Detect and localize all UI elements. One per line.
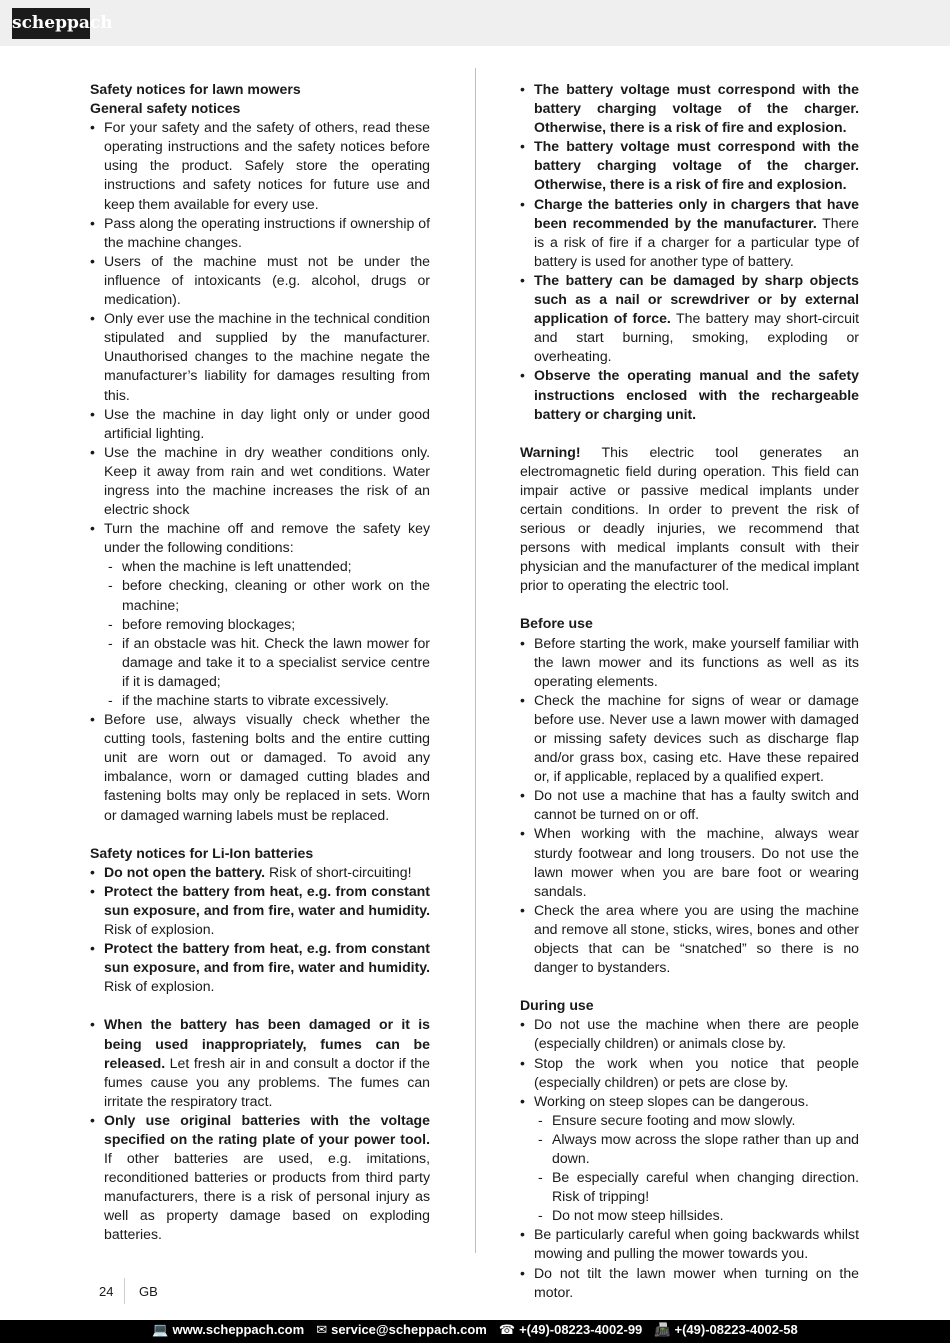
list-item <box>520 137 859 194</box>
list-item: • Before starting the work, make yourself familiar with the lawn mower and its functions as well as its operating elements. <box>520 634 859 691</box>
list-item-text: Turn the machine off and remove the safety key under the following conditions: <box>104 520 430 556</box>
fax-item[interactable] <box>654 1320 797 1343</box>
before-use-list <box>520 634 859 978</box>
sub-list-item: - Do not mow steep hillsides. <box>534 1206 859 1225</box>
bold-text: The battery can be damaged by sharp objects such as a nail or screwdriver or by external application of force. <box>534 271 859 327</box>
brand-logo: scheppach <box>12 8 90 39</box>
general-safety-list <box>90 118 430 824</box>
plain-text: Risk of explosion. <box>104 978 215 995</box>
section-title: Safety notices for lawn mowers <box>90 81 301 97</box>
website-item[interactable] <box>152 1320 304 1343</box>
list-item: • Pass along the operating instructions if ownership of the machine changes. <box>90 214 430 252</box>
list-item <box>520 80 859 137</box>
bold-text: When the battery has been damaged or it is being used inappropriately, fumes can be released. <box>104 1016 430 1071</box>
list-item: • Do not use the machine when there are people (especially children) or animals close by. <box>520 1015 859 1053</box>
conditions-list <box>104 557 430 710</box>
sub-list-item: - Ensure secure footing and mow slowly. <box>534 1111 859 1130</box>
subsection-title: General safety notices <box>90 100 241 117</box>
sub-list-item: - Be especially careful when changing direction. Risk of tripping! <box>534 1168 859 1206</box>
bold-text: The battery voltage must correspond with the battery charging voltage of the charger. Otherwise, there is a risk of fire and explosion. <box>534 81 859 136</box>
bold-text: Protect the battery from heat, e.g. from constant sun exposure, and from fire, water and humidity. <box>104 882 430 918</box>
list-item <box>90 1015 430 1110</box>
list-item-text: Working on steep slopes can be dangerous. <box>534 1092 809 1109</box>
warning-paragraph <box>520 443 859 596</box>
li-ion-list <box>90 863 430 997</box>
during-use-title: During use <box>520 997 594 1014</box>
slopes-list <box>534 1111 859 1226</box>
list-item: • Use the machine in day light only or under good artificial lighting. <box>90 405 430 443</box>
right-column <box>520 80 859 1302</box>
sub-list-item: - before removing blockages; <box>104 615 430 634</box>
left-column <box>90 80 430 1245</box>
plain-text: The battery may short-circuit and start burning, smoking, exploding or overheating. <box>534 310 859 365</box>
page-number: 24 <box>99 1284 114 1299</box>
header-bar <box>0 0 950 46</box>
list-item <box>90 863 430 882</box>
list-item: • Before use, always visually check whether the cutting tools, fastening bolts and the entire cutting unit are worn out or damaged. To avoid any imbalance, worn or damaged cutting blades and fastening bolts may only be replaced in sets. Worn or damaged warning labels must be replaced. <box>90 710 430 825</box>
sub-list-item: - if an obstacle was hit. Check the lawn mower for damage and take it to a specialist service centre if it is damaged; <box>104 634 430 691</box>
fax-text: +(49)-08223-4002-58 <box>674 1322 798 1337</box>
during-use-list <box>520 1015 859 1301</box>
bold-text: Charge the batteries only in chargers that have been recommended by the manufacturer. <box>534 195 859 231</box>
list-item <box>520 271 859 366</box>
computer-icon: 💻 <box>152 1322 169 1337</box>
list-item <box>90 1111 430 1245</box>
phone-icon: ☎ <box>498 1322 516 1337</box>
bold-text: Only use original batteries with the voltage specified on the rating plate of your power tool. <box>104 1111 430 1147</box>
bold-text: The battery voltage must correspond with the battery charging voltage of the charger. Otherwise, there is a risk of fire and explosion. <box>534 138 859 193</box>
phone-text: +(49)-08223-4002-99 <box>519 1322 643 1337</box>
list-item: • For your safety and the safety of others, read these operating instructions and the safety notices before using the product. Safely store the operating instructions and safety notices for future use and keep them available for every use. <box>90 118 430 213</box>
list-item: • Check the machine for signs of wear or damage before use. Never use a lawn mower with damaged or missing safety devices such as discharge flap and/or grass box, casing etc. Have these repaired or, if applicable, replaced by a qualified expert. <box>520 691 859 786</box>
sub-list-item: - Always mow across the slope rather than up and down. <box>534 1130 859 1168</box>
plain-text: Risk of short-circuiting! <box>265 863 412 880</box>
plain-text: There is a risk of fire if a charger for a particular type of battery is used for another type of battery. <box>534 214 859 269</box>
plain-text: If other batteries are used, e.g. imitations, reconditioned batteries or products from third party manufacturers, there is a risk of personal injury as well as property damage based on exploding batteries. <box>104 1150 430 1243</box>
fax-icon: 📠 <box>654 1322 671 1337</box>
bold-text: Do not open the battery. <box>104 863 266 880</box>
bold-text: Protect the battery from heat, e.g. from constant sun exposure, and from fire, water and humidity. <box>104 940 430 976</box>
phone-item[interactable] <box>499 1320 642 1343</box>
before-use-title: Before use <box>520 615 593 632</box>
warning-text: This electric tool generates an electromagnetic field during operation. This field can impair active or passive medical implants under certain conditions. In order to prevent the risk of serious or deadly injuries, we recommend that persons with medical implants consult with their physician and the manufacturer of the medical implant prior to operating the electric tool. <box>520 443 859 594</box>
bold-text: Observe the operating manual and the safety instructions enclosed with the rechargeable battery or charging unit. <box>534 367 859 422</box>
list-item <box>520 195 859 271</box>
list-item <box>90 939 430 996</box>
list-item: • Check the area where you are using the machine and remove all stone, sticks, wires, bones and other objects that can be “snatched” so there is no danger to bystanders. <box>520 901 859 977</box>
list-item: • Users of the machine must not be under the influence of intoxicants (e.g. alcohol, drugs or medication). <box>90 252 430 309</box>
li-ion-title: Safety notices for Li-Ion batteries <box>90 844 314 861</box>
list-item: • Be particularly careful when going backwards whilst mowing and pulling the mower towards you. <box>520 1225 859 1263</box>
warning-label: Warning! <box>520 443 581 460</box>
sub-list-item: - before checking, cleaning or other work on the machine; <box>104 576 430 614</box>
email-text: service@scheppach.com <box>331 1322 487 1337</box>
mail-icon: ✉ <box>316 1322 328 1337</box>
plain-text: Risk of explosion. <box>104 921 215 938</box>
list-item: • Stop the work when you notice that people (especially children) or pets are close by. <box>520 1054 859 1092</box>
li-ion-list-continued <box>520 80 859 424</box>
list-item <box>520 1092 859 1226</box>
list-item: • When working with the machine, always wear sturdy footwear and long trousers. Do not use the lawn mower when you are bare foot or wearing sandals. <box>520 824 859 900</box>
language-code: GB <box>139 1284 158 1299</box>
list-item: • Do not use a machine that has a faulty switch and cannot be turned on or off. <box>520 786 859 824</box>
sub-list-item: - if the machine starts to vibrate excessively. <box>104 691 430 710</box>
list-item <box>90 882 430 939</box>
plain-text: Let fresh air in and consult a doctor if the fumes cause you any problems. The fumes can irritate the respiratory tract. <box>104 1054 430 1109</box>
li-ion-list-2 <box>90 1015 430 1244</box>
contact-bar <box>0 1320 950 1343</box>
list-item: • Use the machine in dry weather conditions only. Keep it away from rain and wet conditions. Water ingress into the machine increases the risk of an electric shock <box>90 443 430 519</box>
list-item: • Do not tilt the lawn mower when turning on the motor. <box>520 1264 859 1302</box>
sub-list-item: - when the machine is left unattended; <box>104 557 430 576</box>
list-item <box>90 519 430 710</box>
email-item[interactable] <box>316 1320 487 1343</box>
website-text: www.scheppach.com <box>172 1322 305 1337</box>
footer-divider <box>124 1278 125 1304</box>
list-item: • Only ever use the machine in the technical condition stipulated and supplied by the manufacturer. Unauthorised changes to the machine negate the manufacturer’s liability for damages resulting from this. <box>90 309 430 404</box>
column-divider <box>475 68 476 1253</box>
list-item <box>520 366 859 423</box>
